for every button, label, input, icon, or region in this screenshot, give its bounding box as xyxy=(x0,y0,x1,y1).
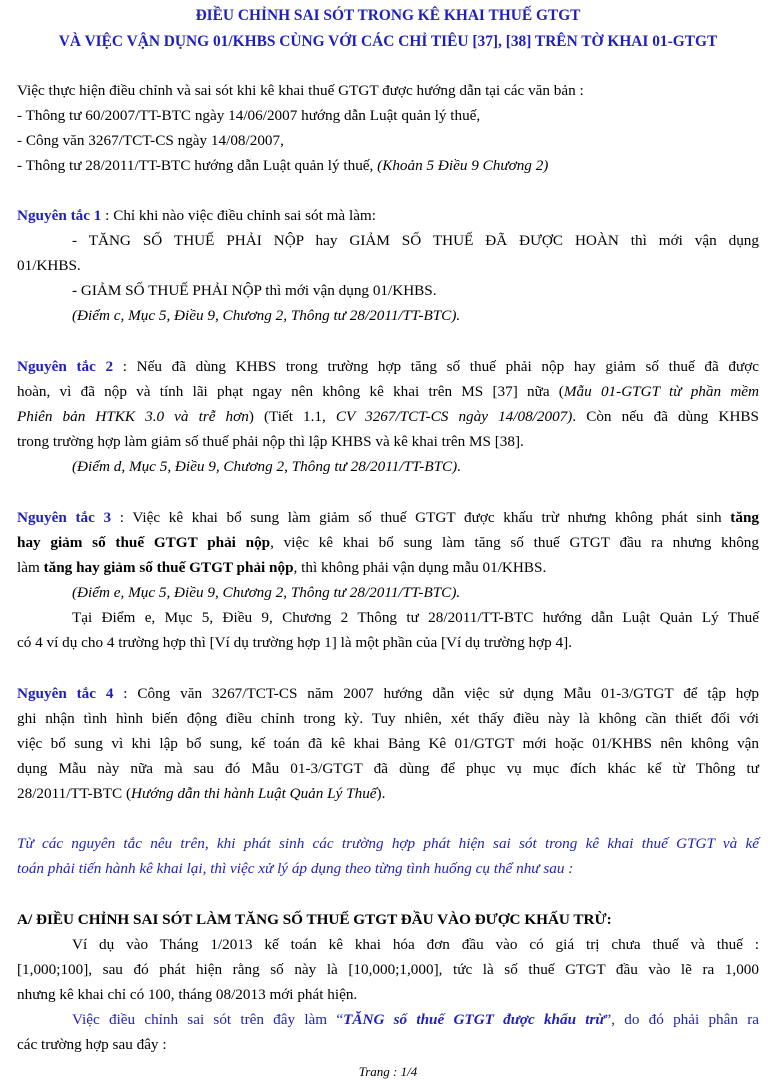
page-number: Trang : 1/4 xyxy=(358,1064,418,1079)
document-title-line-1: ĐIỀU CHỈNH SAI SÓT TRONG KÊ KHAI THUẾ GTGT xyxy=(195,7,581,24)
section-a-heading: A/ ĐIỀU CHỈNH SAI SÓT LÀM TĂNG SỐ THUẾ GTGT ĐẦU VÀO ĐƯỢC KHẤU TRỪ: xyxy=(17,911,612,928)
section-a-line-2: [1,000;100], sau đó phát hiện rằng số này là [10,000;1,000], tức là số thuế GTGT đầu vào lẽ ra 1,000 xyxy=(17,961,759,978)
section-a-line-1: Ví dụ vào Tháng 1/2013 kế toán kê khai hóa đơn đầu vào có giá trị chưa thuế và thuế : xyxy=(72,936,759,953)
principle-4-line-3: việc bổ sung vì khi lập bổ sung, kế toán đã kê khai Bảng Kê 01/GTGT mới hoặc 01/KHBS nên không vận xyxy=(17,735,759,752)
principle-4-line-1: Nguyên tắc 4 : Công văn 3267/TCT-CS năm 2007 hướng dẫn việc sử dụng Mẫu 01-3/GTGT để tập hợp xyxy=(17,685,760,702)
section-a-line-5: các trường hợp sau đây : xyxy=(17,1036,167,1053)
section-a-line-3: nhưng kê khai chỉ có 100, tháng 08/2013 mới phát hiện. xyxy=(17,986,358,1003)
principle-1: Nguyên tắc 1 : Chỉ khi nào việc điều chỉnh sai sót mà làm: xyxy=(17,207,376,224)
principle-1-reference: (Điểm c, Mục 5, Điều 9, Chương 2, Thông tư 28/2011/TT-BTC). xyxy=(72,307,461,324)
principle-3-line-3: làm tăng hay giảm số thuế GTGT phải nộp, thì không phải vận dụng mẫu 01/KHBS. xyxy=(17,559,547,576)
principle-4-line-5: 28/2011/TT-BTC (Hướng dẫn thi hành Luật Quản Lý Thuế). xyxy=(17,785,386,802)
principle-1-label: Nguyên tắc 1 xyxy=(17,207,102,224)
principle-3-line-6: có 4 ví dụ cho 4 trường hợp thì [Ví dụ trường hợp 1] là một phần của [Ví dụ trường hợp 4]. xyxy=(17,634,573,651)
intro-item-1: - Thông tư 60/2007/TT-BTC ngày 14/06/2007 hướng dẫn Luật quản lý thuế, xyxy=(17,107,481,124)
intro-item-3: - Thông tư 28/2011/TT-BTC hướng dẫn Luật quản lý thuế, (Khoản 5 Điều 9 Chương 2) xyxy=(17,157,549,174)
principle-2-line-4: trong trường hợp làm giảm số thuế phải nộp thì lập KHBS và kê khai trên MS [38]. xyxy=(17,433,524,450)
principle-1-bullet-1-cont: 01/KHBS. xyxy=(17,257,81,274)
principle-3-label: Nguyên tắc 3 xyxy=(17,509,112,526)
principle-3-reference: (Điểm e, Mục 5, Điều 9, Chương 2, Thông tư 28/2011/TT-BTC). xyxy=(72,584,461,601)
principle-2-line-3: Phiên bản HTKK 3.0 và trễ hơn) (Tiết 1.1, CV 3267/TCT-CS ngày 14/08/2007). Còn nếu đã dùng KHBS xyxy=(17,408,759,425)
section-a-line-4: Việc điều chỉnh sai sót trên đây làm “TĂNG số thuế GTGT được khấu trừ”, do đó phải phân ra xyxy=(72,1011,759,1028)
summary-line-2: toán phải tiến hành kê khai lại, thì việc xử lý áp dụng theo từng tình huống cụ thể như sau : xyxy=(17,860,574,877)
principle-2-label: Nguyên tắc 2 xyxy=(17,358,114,375)
principle-1-bullet-1: - TĂNG SỐ THUẾ PHẢI NỘP hay GIẢM SỐ THUẾ ĐÃ ĐƯỢC HOÀN thì mới vận dụng xyxy=(72,232,759,249)
principle-3-line-5: Tại Điểm e, Mục 5, Điều 9, Chương 2 Thông tư 28/2011/TT-BTC hướng dẫn Luật Quản Lý Thuế xyxy=(72,609,759,626)
principle-3-line-1: Nguyên tắc 3 : Việc kê khai bổ sung làm giảm số thuế GTGT được khấu trừ nhưng không phát sinh tăng xyxy=(17,509,759,526)
principle-4-label: Nguyên tắc 4 xyxy=(17,685,114,702)
principle-3-line-2: hay giảm số thuế GTGT phải nộp, việc kê khai bổ sung làm tăng số thuế GTGT đầu ra nhưng không xyxy=(17,534,759,551)
principle-4-line-4: dụng Mẫu này nữa mà sau đó Mẫu 01-3/GTGT đã dùng để phục vụ mục đích khác kể từ Thông tư xyxy=(17,760,759,777)
intro-lead: Việc thực hiện điều chỉnh và sai sót khi kê khai thuế GTGT được hướng dẫn tại các văn bản : xyxy=(17,82,584,99)
document-title-line-2: VÀ VIỆC VẬN DỤNG 01/KHBS CÙNG VỚI CÁC CHỈ TIÊU [37], [38] TRÊN TỜ KHAI 01-GTGT xyxy=(58,33,718,50)
intro-item-2: - Công văn 3267/TCT-CS ngày 14/08/2007, xyxy=(17,132,284,149)
principle-2-reference: (Điểm d, Mục 5, Điều 9, Chương 2, Thông tư 28/2011/TT-BTC). xyxy=(72,458,462,475)
principle-2-line-2: hoàn, vì đã nộp và tính lãi phạt ngay nên không kê khai trên MS [37] nữa (Mẫu 01-GTGT từ phần mềm xyxy=(17,383,759,400)
principle-4-line-2: ghi nhận tình hình biến động điều chỉnh trong kỳ. Tuy nhiên, xét thấy điều này là không cần thiết đối với xyxy=(17,710,759,727)
principle-2-line-1: Nguyên tắc 2 : Nếu đã dùng KHBS trong trường hợp tăng số thuế phải nộp hay giảm số thuế đã được xyxy=(17,358,760,375)
principle-1-bullet-2: - GIẢM SỐ THUẾ PHẢI NỘP thì mới vận dụng 01/KHBS. xyxy=(72,282,437,299)
summary-line-1: Từ các nguyên tắc nêu trên, khi phát sinh các trường hợp phát hiện sai sót trong kê khai thuế GTGT và kế xyxy=(17,835,759,852)
